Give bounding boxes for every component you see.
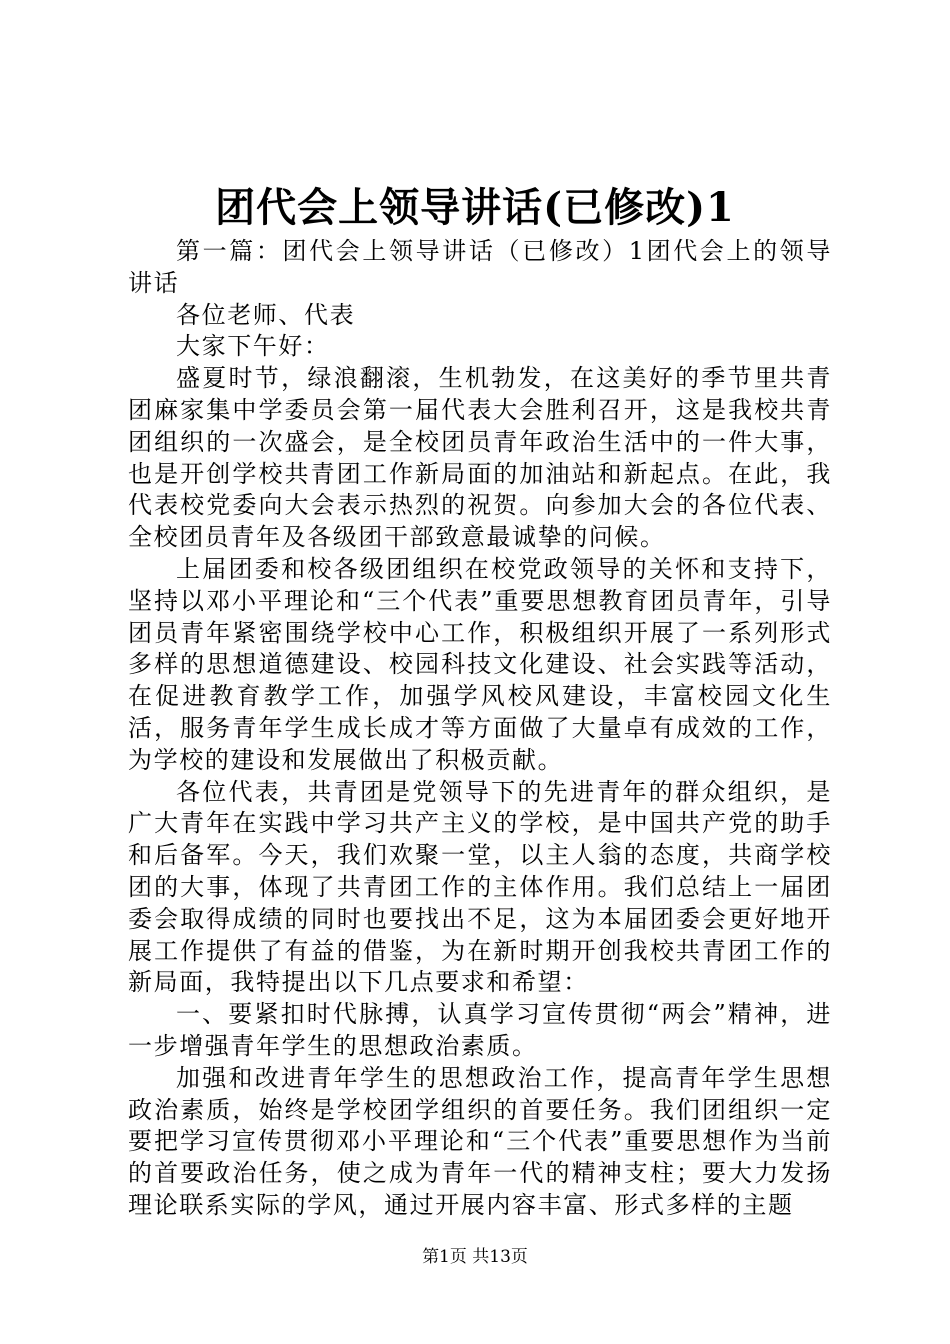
- paragraph-heading: 第一篇：团代会上领导讲话（已修改）1团代会上的领导讲话: [128, 237, 832, 297]
- document-title: 团代会上领导讲话(已修改)1: [215, 184, 735, 231]
- paragraph-salutation: 各位老师、代表: [176, 300, 356, 329]
- paragraph: 加强和改进青年学生的思想政治工作，提高青年学生思想政治素质，始终是学校团学组织的首要任务。我们团组织一定要把学习宣传贯彻邓小平理论和“三个代表”重要思想作为当前的首要政治任务，使之成为青年一代的精神支柱；要大力发扬理论联系实际的学风，通过开展内容丰富、形式多样的主题: [128, 1063, 832, 1219]
- page-footer: 第1页 共13页: [422, 1247, 528, 1267]
- paragraph: 上届团委和校各级团组织在校党政领导的关怀和支持下，坚持以邓小平理论和“三个代表”重要思想教育团员青年，引导团员青年紧密围绕学校中心工作，积极组织开展了一系列形式多样的思想道德建设、校园科技文化建设、社会实践等活动，在促进教育教学工作，加强学风校风建设，丰富校园文化生活，服务青年学生成长成才等方面做了大量卓有成效的工作，为学校的建设和发展做出了积极贡献。: [128, 554, 832, 774]
- document-body: [128, 236, 832, 1222]
- paragraph-greeting: 大家下午好：: [176, 332, 330, 361]
- paragraph: 各位代表，共青团是党领导下的先进青年的群众组织，是广大青年在实践中学习共产主义的学校，是中国共产党的助手和后备军。今天，我们欢聚一堂，以主人翁的态度，共商学校团的大事，体现了共青团工作的主体作用。我们总结上一届团委会取得成绩的同时也要找出不足，这为本届团委会更好地开展工作提供了有益的借鉴，为在新时期开创我校共青团工作的新局面，我特提出以下几点要求和希望：: [128, 777, 832, 997]
- paragraph: 盛夏时节，绿浪翻滚，生机勃发，在这美好的季节里共青团麻家集中学委员会第一届代表大会胜利召开，这是我校共青团组织的一次盛会，是全校团员青年政治生活中的一件大事，也是开创学校共青团工作新局面的加油站和新起点。在此，我代表校党委向大会表示热烈的祝贺。向参加大会的各位代表、全校团员青年及各级团干部致意最诚挚的问候。: [128, 364, 832, 552]
- paragraph-point-one: 一、要紧扣时代脉搏，认真学习宣传贯彻“两会”精神，进一步增强青年学生的思想政治素质。: [128, 1000, 832, 1060]
